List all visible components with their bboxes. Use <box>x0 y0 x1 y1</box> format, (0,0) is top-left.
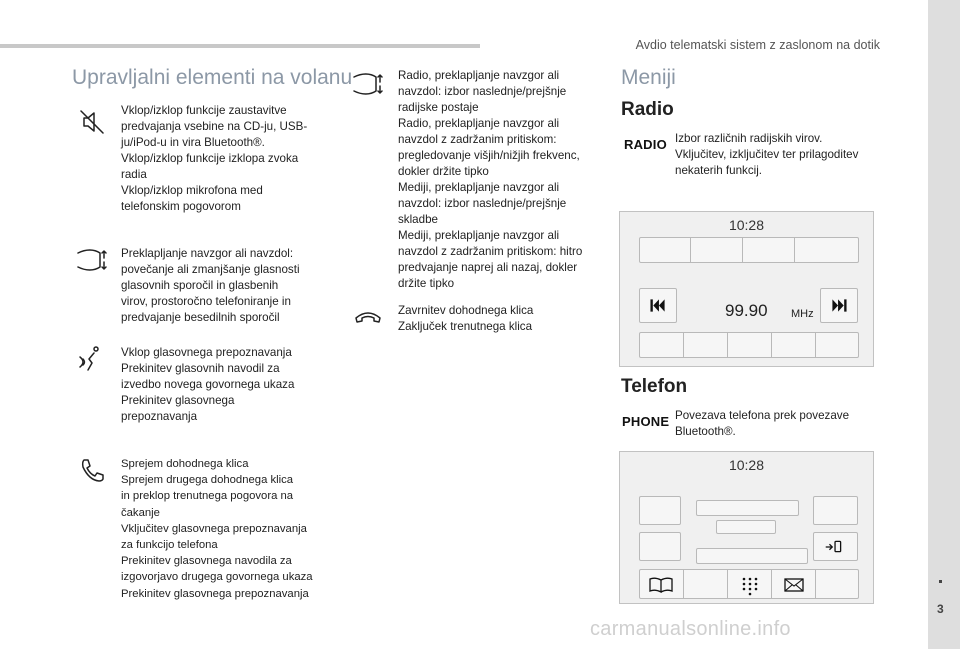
phone-description: Povezava telefona prek povezave Bluetooth®. <box>675 409 850 438</box>
scroll-thumbwheel-icon <box>352 70 384 98</box>
mute-icon <box>78 108 106 136</box>
hangup-description: Zavrnitev dohodnega klica Zaključek trenutnega klica <box>398 304 534 333</box>
radio-heading: Radio <box>621 99 674 120</box>
page-number: 3 <box>937 602 944 616</box>
phone-field-3[interactable] <box>696 548 808 564</box>
volume-description: Preklapljanje navzgor ali navzdol: povečanje ali zmanjšanje glasnosti glasovnih sporočil in glasbenih virov, prostoročno telefoniranje in predvajanje besedilnih sporočil <box>121 247 300 324</box>
watermark: carmanualsonline.info <box>590 618 791 640</box>
phone-transfer-icon <box>814 533 857 560</box>
phone-answer-icon <box>78 456 106 484</box>
previous-station-button[interactable] <box>639 288 677 323</box>
scroll-description: Radio, preklapljanje navzgor ali navzdol: izbor naslednje/prejšnje radijske postaje Radio, preklapljanje navzgor ali navzdol z zadržanim pritiskom: pregledovanje višjih/nižjih frekvenc, dokler držite tipko Mediji, preklapljanje navzgor ali navzdol: izbor naslednje/prejšnje skladbe Mediji, preklapljanje navzgor ali navzdol z zadržanim pritiskom: hitro predvajanje naprej ali nazaj, dokler držite tipko <box>398 69 583 290</box>
header-title: Avdio telematski sistem z zaslonom na dotik <box>635 38 880 52</box>
phone-field-2[interactable] <box>716 520 776 534</box>
side-strip <box>928 0 960 649</box>
mute-description: Vklop/izklop funkcije zaustavitve predvajanja vsebine na CD-ju, USB- ju/iPod-u in vira Bluetooth®. Vklop/izklop funkcije izklopa zvoka radia Vklop/izklop mikrofona med telefonskim pogovorom <box>121 104 308 213</box>
steering-controls-title: Upravljalni elementi na volanu <box>72 66 353 89</box>
radio-label: RADIO <box>624 137 667 152</box>
volume-thumbwheel-icon <box>76 246 108 274</box>
phone-field-1[interactable] <box>696 500 799 516</box>
phone-toolbar[interactable] <box>639 569 859 599</box>
phone-button-top-right[interactable] <box>813 496 858 525</box>
voice-recognition-icon <box>78 345 106 373</box>
radio-preset-row-bottom[interactable] <box>639 332 859 358</box>
phone-connect-button[interactable] <box>813 532 858 561</box>
radio-frequency-unit: MHz <box>791 308 814 320</box>
message-icon <box>772 570 816 600</box>
keypad-icon <box>728 570 772 600</box>
radio-preset-row-top[interactable] <box>639 237 859 263</box>
skip-forward-icon <box>821 289 857 322</box>
phone-button-top-left[interactable] <box>639 496 681 525</box>
page-marker-dot <box>939 580 942 583</box>
phone-screen-time: 10:28 <box>728 457 765 473</box>
radio-description: Izbor različnih radijskih virov. Vključitev, izključitev ter prilagoditev nekaterih funkcij. <box>675 132 859 177</box>
radio-screen <box>619 211 874 367</box>
menus-title: Meniji <box>621 66 676 89</box>
top-rule <box>0 44 480 48</box>
skip-back-icon <box>640 289 676 322</box>
radio-screen-time: 10:28 <box>728 217 765 233</box>
phone-screen <box>619 451 874 604</box>
phone-label: PHONE <box>622 414 670 429</box>
phone-answer-description: Sprejem dohodnega klica Sprejem drugega dohodnega klica in preklop trenutnega pogovora na čakanje Vključitev glasovnega prepoznavanja za funkcijo telefona Prekinitev glasovnega navodila za izgovorjavo drugega govornega ukaza Prekinitev glasovnega prepoznavanja <box>121 458 313 600</box>
radio-frequency: 99.90 <box>725 301 768 320</box>
voice-description: Vklop glasovnega prepoznavanja Prekinitev glasovnih navodil za izvedbo novega govornega ukaza Prekinitev glasovnega prepoznavanja <box>121 346 295 423</box>
phone-heading: Telefon <box>621 376 688 397</box>
phone-button-mid-left[interactable] <box>639 532 681 561</box>
phone-hangup-icon <box>354 302 382 330</box>
next-station-button[interactable] <box>820 288 858 323</box>
contacts-book-icon <box>640 570 684 600</box>
